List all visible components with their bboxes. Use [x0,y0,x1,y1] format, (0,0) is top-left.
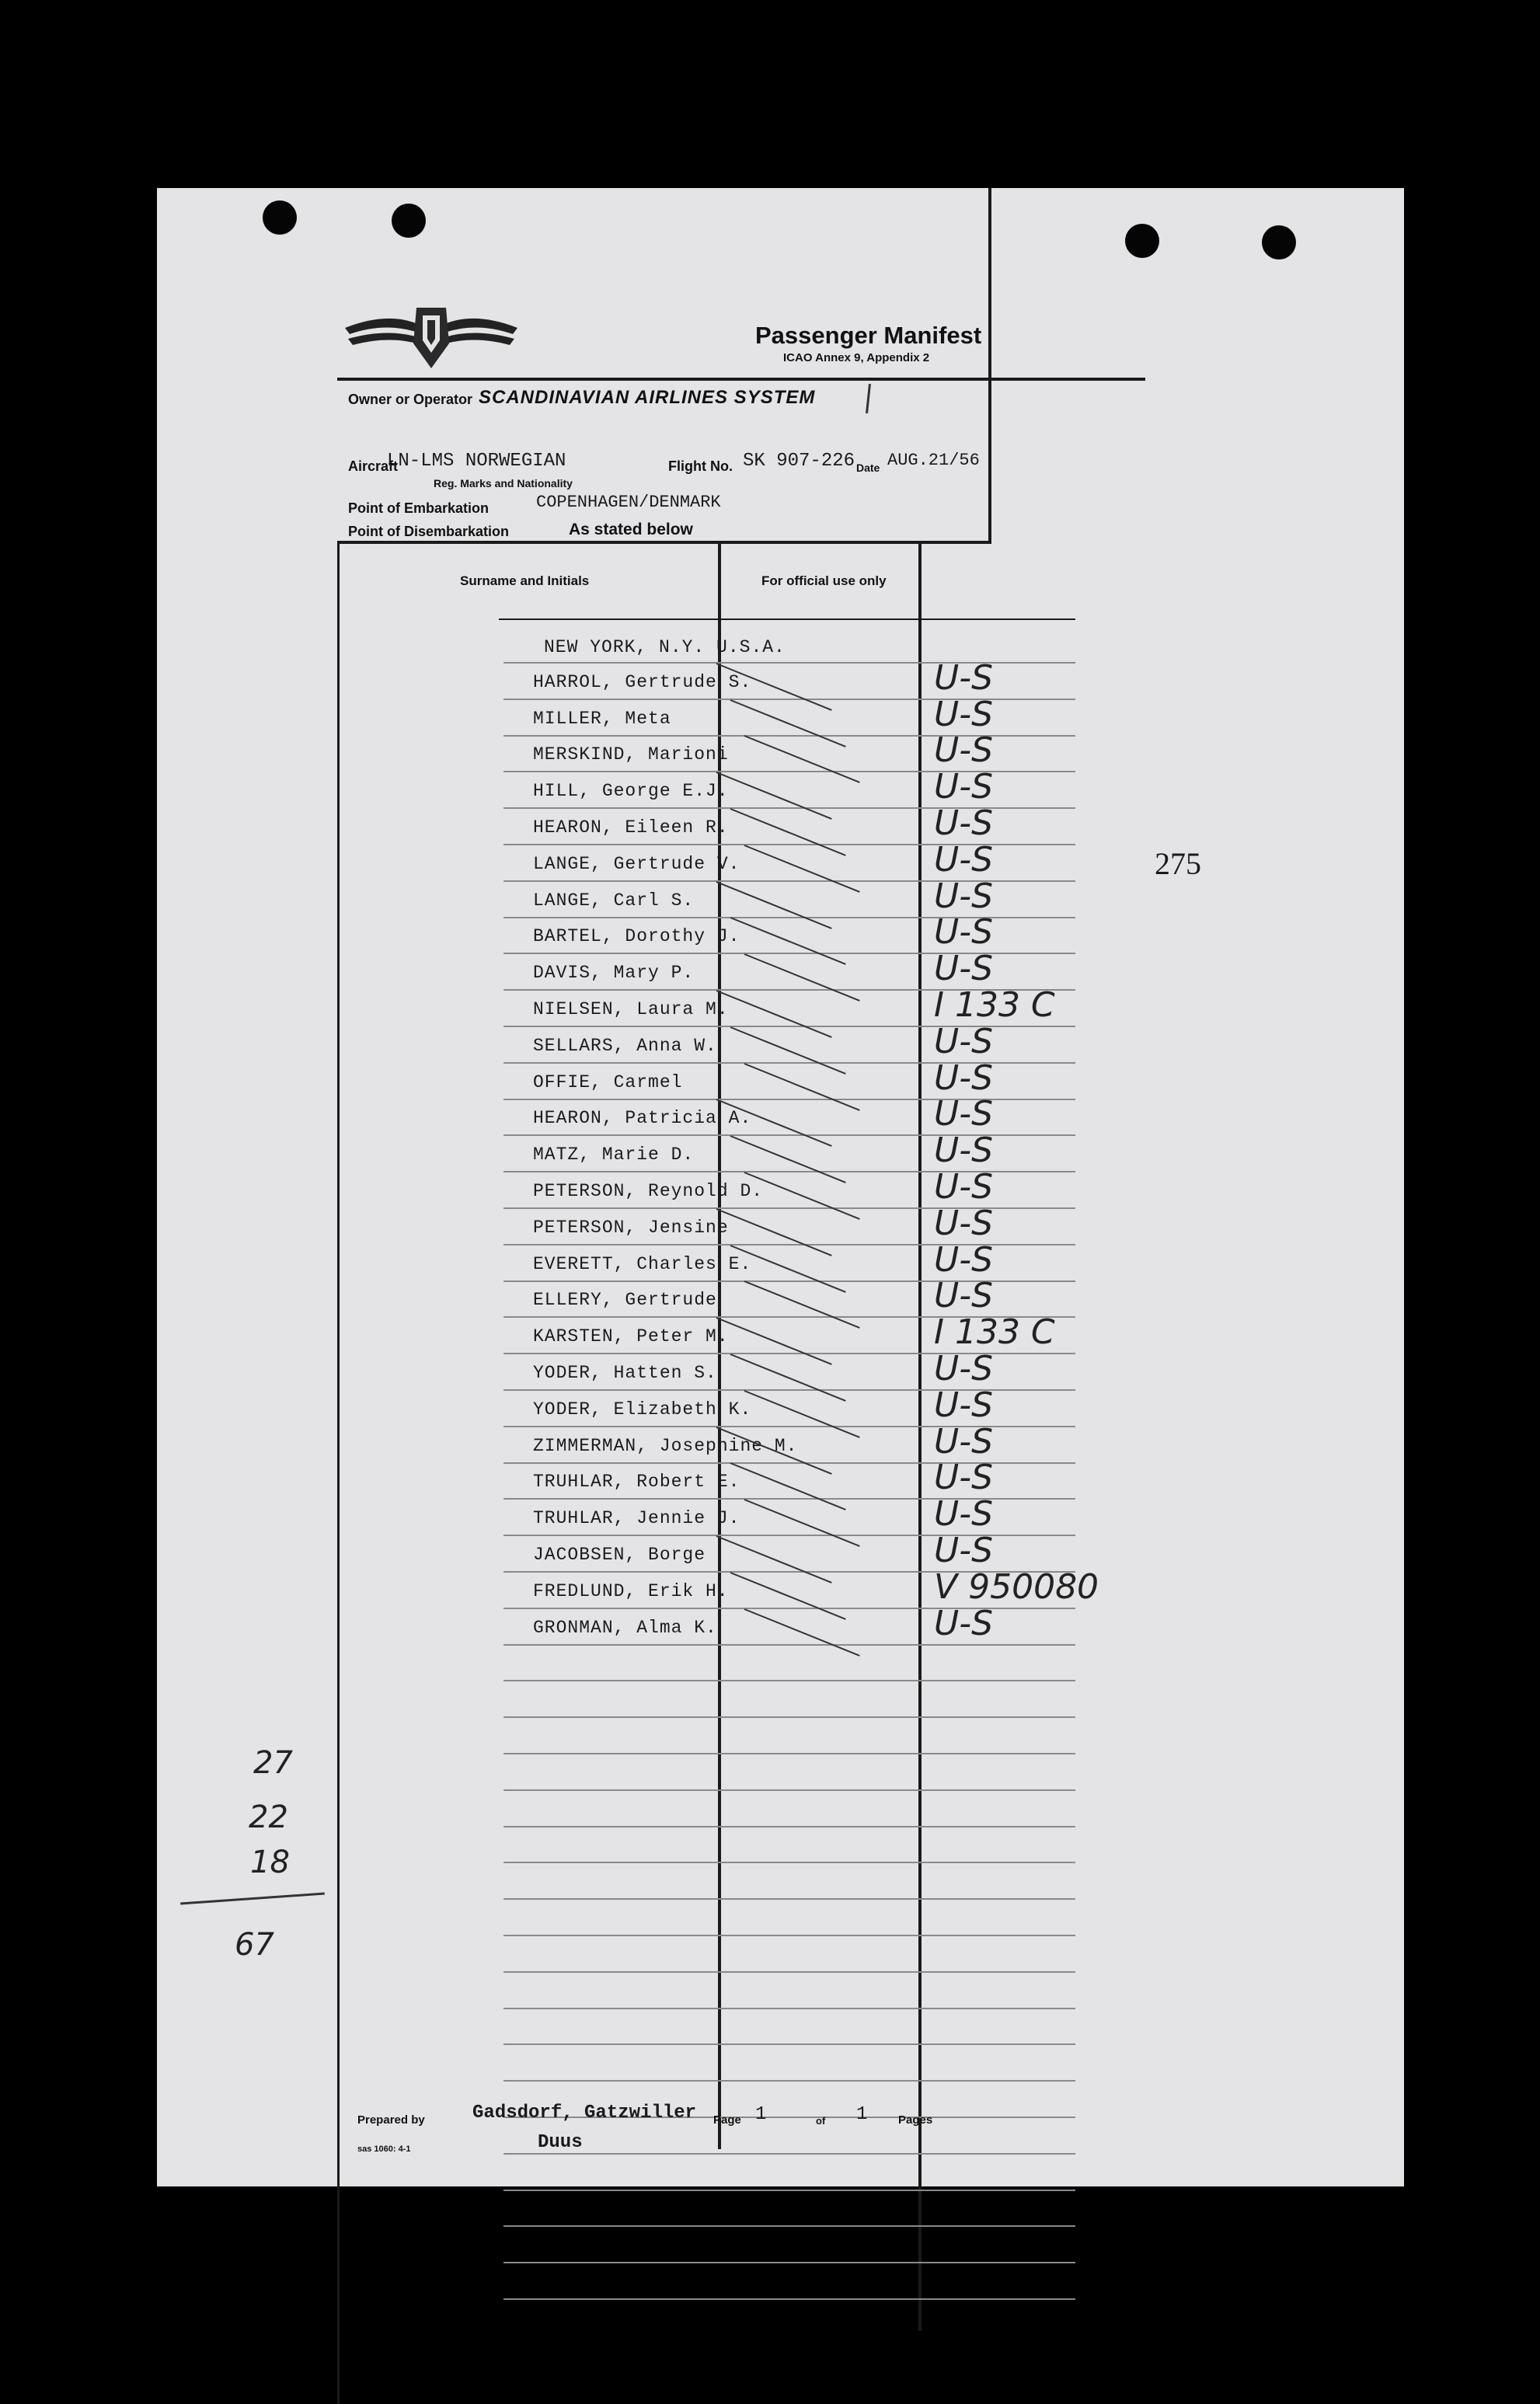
table-rule [503,1898,1075,1900]
check-stroke [744,845,860,893]
check-stroke [730,1026,846,1075]
punch-hole [1262,225,1296,260]
passenger-name: KARSTEN, Peter M. [533,1326,729,1347]
official-mark: U-S [934,1276,994,1315]
table-rule [503,2080,1075,2082]
check-stroke [744,1608,860,1657]
prepared-by-label: Prepared by [357,2113,425,2127]
passenger-name: SELLARS, Anna W. [533,1036,717,1056]
official-mark: U-S [934,1604,994,1643]
official-mark: U-S [934,949,994,988]
check-stroke [744,953,860,1002]
tally-number: 22 [249,1800,288,1835]
flight-label: Flight No. [668,458,733,474]
check-stroke [744,735,860,783]
check-stroke [730,1354,846,1402]
date-label: Date [856,462,880,474]
table-rule [503,1935,1075,1936]
table-rule [503,2190,1075,2191]
passenger-name: HEARON, Eileen R. [533,817,729,838]
column-header-names: Surname and Initials [460,573,590,588]
passenger-name: MERSKIND, Marioni [533,744,729,765]
tally-number: 18 [250,1845,290,1880]
passenger-name: MILLER, Meta [533,709,671,729]
passenger-name: HEARON, Patricia A. [533,1108,752,1128]
check-stroke [730,1135,846,1183]
official-mark: U-S [934,658,994,698]
table-rule [503,1753,1075,1754]
official-mark: U-S [934,1167,994,1207]
passenger-name: TRUHLAR, Jennie J. [533,1508,740,1528]
check-stroke [730,1572,846,1620]
tally-total: 67 [235,1927,274,1963]
prepared-by-value-2: Duus [538,2132,583,2153]
table-rule [503,2153,1075,2155]
table-right-border [918,541,922,2331]
check-stroke [744,1063,860,1111]
passenger-name: ZIMMERMAN, Josephine M. [533,1436,798,1456]
check-stroke [744,1390,860,1438]
passenger-name: EVERETT, Charles E. [533,1254,752,1274]
table-header-rule [499,618,1075,620]
passenger-name: OFFIE, Carmel [533,1072,683,1092]
check-stroke [730,917,846,965]
owner-mark [866,384,871,413]
passenger-name: LANGE, Carl S. [533,890,695,911]
passenger-name: ELLERY, Gertrude [533,1290,717,1310]
punch-hole [1125,224,1159,258]
disembark-label: Point of Disembarkation [348,524,510,539]
pages-label: Pages [898,2113,933,2127]
check-stroke [716,990,832,1038]
table-rule [503,1971,1075,1973]
passenger-name: MATZ, Marie D. [533,1145,695,1165]
table-rule [503,2262,1075,2263]
passenger-name: DAVIS, Mary P. [533,963,695,983]
official-mark: I 133 C [934,985,1055,1025]
aircraft-value: LN-LMS NORWEGIAN [387,451,566,472]
column-header-official: For official use only [761,573,887,588]
check-stroke [716,1535,832,1584]
header-top-rule [337,378,1145,381]
official-mark: U-S [934,1458,994,1497]
check-stroke [716,772,832,820]
table-left-border [337,541,340,2404]
table-rule [503,2298,1075,2300]
header-right-border [988,188,991,541]
tally-sum-line [180,1893,325,1905]
date-value: AUG.21/56 [887,451,980,470]
official-mark: U-S [934,1349,994,1388]
punch-hole [392,204,426,238]
flight-value: SK 907-226 [743,451,855,472]
passenger-name: LANGE, Gertrude V. [533,854,740,874]
check-stroke [716,881,832,929]
owner-label: Owner or Operator [348,392,473,407]
passenger-name: GRONMAN, Alma K. [533,1618,717,1638]
airline-logo-icon [342,297,521,375]
passenger-name: FREDLUND, Erik H. [533,1581,729,1601]
destination: NEW YORK, N.Y. U.S.A. [544,637,786,657]
passenger-name: HILL, George E.J. [533,781,729,801]
passenger-name: TRUHLAR, Robert E. [533,1472,740,1492]
official-mark: U-S [934,1385,994,1425]
official-mark: U-S [934,1058,994,1098]
official-mark: U-S [934,1422,994,1462]
page-total: 1 [856,2104,868,2125]
table-rule [503,1862,1075,1863]
check-stroke [730,808,846,856]
official-mark: U-S [934,912,994,952]
official-mark: U-S [934,767,994,807]
table-rule [503,1789,1075,1791]
page-label: Page [713,2113,741,2127]
table-rule [503,1826,1075,1827]
table-rule [503,2008,1075,2009]
passenger-name: PETERSON, Jensine [533,1218,729,1238]
aircraft-label: Aircraft [348,458,399,474]
official-mark: U-S [934,1022,994,1061]
of-label: of [816,2115,826,2127]
passenger-name: YODER, Elizabeth K. [533,1399,752,1420]
form-subtitle: ICAO Annex 9, Appendix 2 [783,351,930,364]
embark-value: COPENHAGEN/DENMARK [536,493,721,512]
official-mark: U-S [934,1240,994,1280]
official-mark: U-S [934,876,994,916]
passenger-name: YODER, Hatten S. [533,1363,717,1383]
form-code: sas 1060: 4-1 [357,2144,411,2154]
check-stroke [744,1280,860,1329]
manifest-page [157,188,1404,2186]
official-mark: U-S [934,695,994,734]
passenger-name: PETERSON, Reynold D. [533,1181,764,1201]
table-rule [503,1716,1075,1718]
official-mark: I 133 C [934,1312,1055,1352]
punch-hole [263,200,297,235]
passenger-name: JACOBSEN, Borge [533,1545,706,1565]
official-mark: U-S [934,803,994,843]
table-rule [503,2043,1075,2045]
owner-value: SCANDINAVIAN AIRLINES SYSTEM [479,387,816,408]
official-mark: U-S [934,840,994,880]
aircraft-sublabel: Reg. Marks and Nationality [434,477,573,490]
passenger-name: NIELSEN, Laura M. [533,999,729,1019]
prepared-by-value: Gadsdorf, Gatzwiller [472,2103,697,2124]
passenger-name: HARROL, Gertrude S. [533,672,752,692]
check-stroke [730,1462,846,1510]
page-number-stamp: 275 [1155,846,1201,881]
table-rule [503,1680,1075,1681]
check-stroke [716,1317,832,1365]
check-stroke [716,1208,832,1256]
check-stroke [730,699,846,747]
official-mark: U-S [934,1204,994,1243]
official-mark: U-S [934,730,994,770]
table-rule [503,1644,1075,1646]
official-mark: U-S [934,1531,994,1570]
embark-label: Point of Embarkation [348,500,490,516]
form-title: Passenger Manifest [755,322,982,349]
check-stroke [744,1499,860,1547]
official-mark: U-S [934,1494,994,1534]
official-mark: U-S [934,1131,994,1170]
official-mark: V 950080 [934,1567,1099,1607]
disembark-value: As stated below [569,521,693,538]
page-num: 1 [755,2104,767,2125]
header-bottom-rule [337,541,991,544]
passenger-name: BARTEL, Dorothy J. [533,926,740,946]
table-rule [503,2225,1075,2227]
official-mark: U-S [934,1094,994,1134]
tally-number: 27 [253,1745,293,1781]
